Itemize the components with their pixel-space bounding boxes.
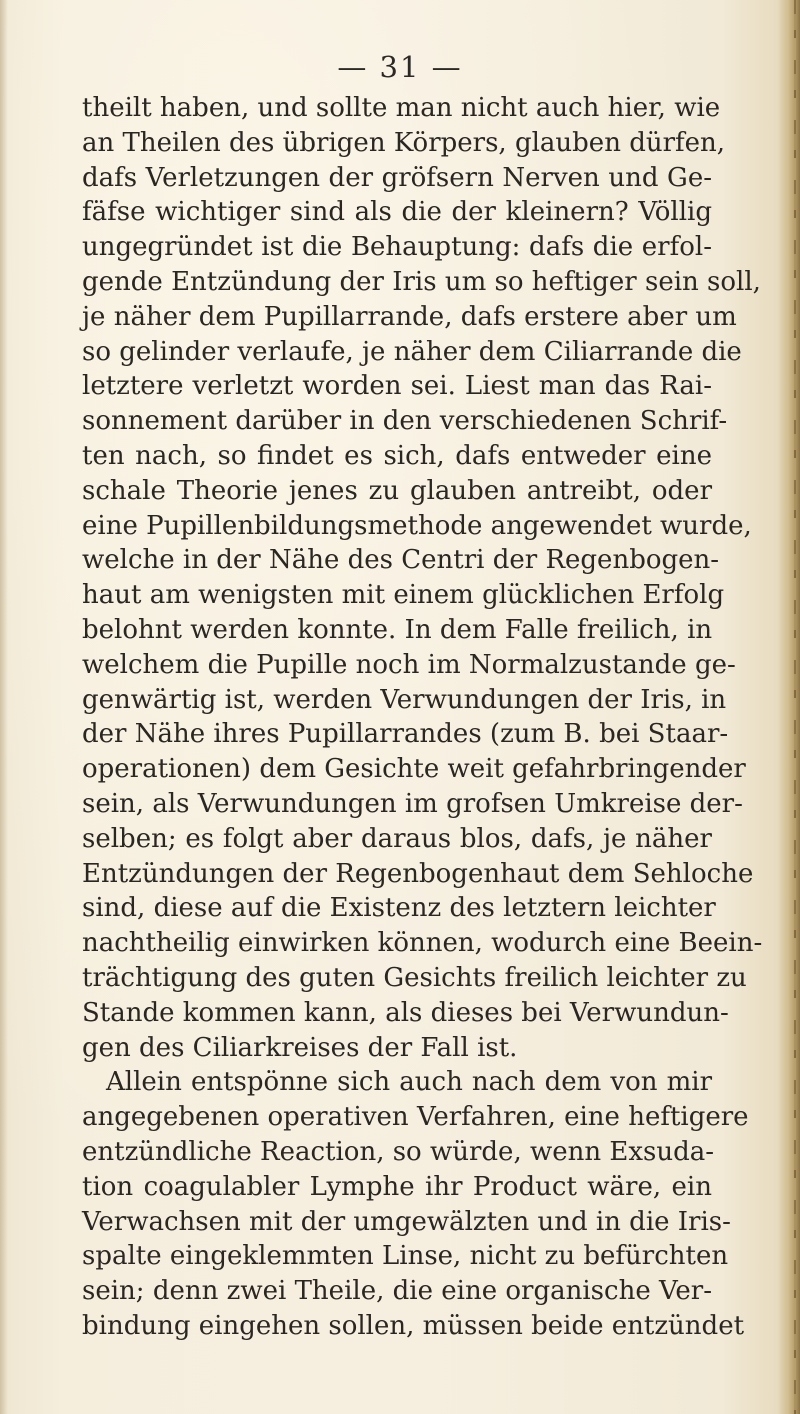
text-line: bindung eingehen sollen, müssen beide entzündet — [82, 1310, 745, 1341]
text-line: Stande kommen kann, als dieses bei Verwundun- — [82, 997, 729, 1028]
text-line: schale Theorie jenes zu glauben antreibt, oder — [82, 475, 712, 506]
text-line: operationen) dem Gesichte weit gefahrbringender — [82, 754, 746, 785]
text-line: Entzündungen der Regenbogenhaut dem Sehloche — [82, 858, 754, 889]
text-line: angegebenen operativen Verfahren, eine heftigere — [82, 1102, 749, 1133]
paragraph-end-line: gen des Ciliarkreises der Fall ist. — [82, 1032, 518, 1063]
text-line: gende Entzündung der Iris um so heftiger sein soll, — [82, 266, 761, 297]
text-line: nachtheilig einwirken können, wodurch eine Beein- — [82, 928, 763, 959]
text-line: sind, diese auf die Existenz des letztern leichter — [82, 893, 716, 924]
text-line: ungegründet ist die Behauptung: dafs die erfol- — [82, 232, 712, 263]
text-line: selben; es folgt aber daraus blos, dafs, je näher — [82, 823, 712, 854]
text-line: sonnement darüber in den verschiedenen Schrif- — [82, 406, 728, 437]
text-line: sein; denn zwei Theile, die eine organische Ver- — [82, 1276, 712, 1307]
body-text — [82, 91, 763, 1344]
text-line: tion coagulabler Lymphe ihr Product wäre, ein — [82, 1171, 712, 1202]
page-right-edge — [778, 0, 800, 1414]
text-line: fäfse wichtiger sind als die der kleinern? Völlig — [82, 197, 712, 228]
text-line: Verwachsen mit der umgewälzten und in die Iris- — [82, 1206, 731, 1237]
text-line: dafs Verletzungen der gröfsern Nerven und Ge- — [82, 162, 712, 193]
text-line: spalte eingeklemmten Linse, nicht zu befürchten — [82, 1241, 729, 1272]
page-left-edge — [0, 0, 8, 1414]
paragraph-start-line: Allein entspönne sich auch nach dem von mir — [106, 1067, 712, 1098]
text-line: trächtigung des guten Gesichts freilich leichter zu — [82, 962, 747, 993]
text-line: theilt haben, und sollte man nicht auch hier, wie — [82, 93, 721, 123]
text-line: entzündliche Reaction, so würde, wenn Exsuda- — [82, 1136, 715, 1167]
text-line: eine Pupillenbildungsmethode angewendet wurde, — [82, 510, 752, 541]
text-line: welche in der Nähe des Centri der Regenbogen- — [82, 545, 720, 576]
text-line: je näher dem Pupillarrande, dafs erstere aber um — [82, 301, 737, 332]
text-line: haut am wenigsten mit einem glücklichen Erfolg — [82, 580, 725, 611]
text-line: der Nähe ihres Pupillarrandes (zum B. bei Staar- — [82, 719, 729, 750]
page-number-header: — 31 — — [337, 50, 463, 84]
text-line: genwärtig ist, werden Verwundungen der Iris, in — [82, 684, 727, 715]
text-line: an Theilen des übrigen Körpers, glauben dürfen, — [82, 127, 726, 158]
text-line: letztere verletzt worden sei. Liest man das Rai- — [82, 371, 712, 402]
text-line: belohnt werden konnte. In dem Falle freilich, in — [82, 614, 713, 645]
text-line: welchem die Pupille noch im Normalzustande ge- — [82, 649, 736, 680]
text-line: sein, als Verwundungen im grofsen Umkreise der- — [82, 788, 743, 819]
text-line: so gelinder verlaufe, je näher dem Ciliarrande die — [82, 336, 742, 367]
text-line: ten nach, so findet es sich, dafs entweder eine — [82, 440, 712, 471]
